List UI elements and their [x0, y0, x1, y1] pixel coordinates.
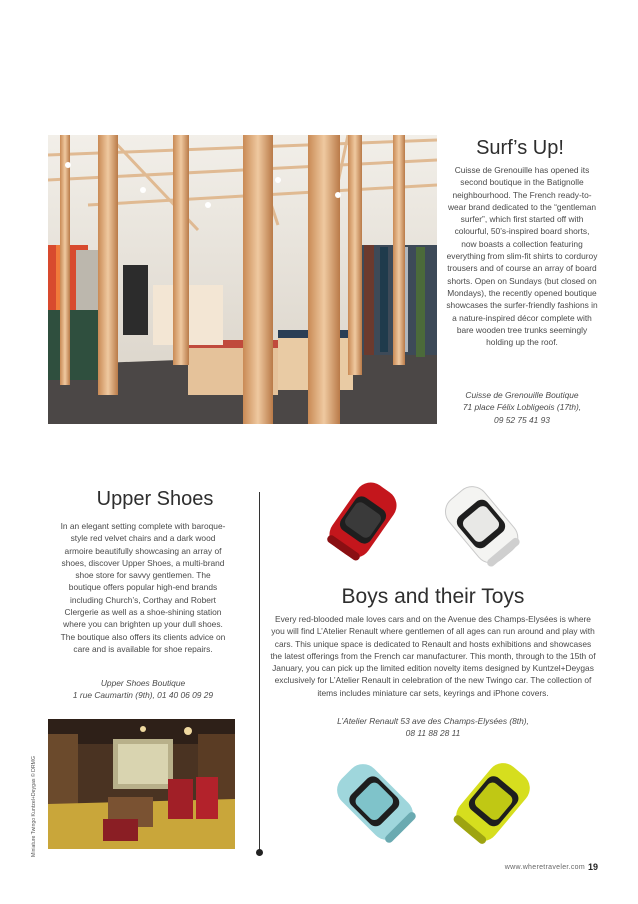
column-divider — [259, 492, 260, 852]
page-number: 19 — [588, 862, 599, 872]
boys-toys-address — [268, 715, 598, 740]
surf-address-line: 71 place Félix Lobligeois (17th), — [462, 402, 582, 413]
upper-shoes-address — [60, 677, 226, 702]
upper-address-line: 1 rue Caumartin (9th), 01 40 06 09 29 — [72, 690, 214, 701]
white-twingo-toy — [430, 476, 532, 572]
boys-toys-title: Boys and their Toys — [341, 585, 525, 608]
surf-body: Cuisse de Grenouille has opened its second boutique in the Batignolle neighbourhood. The French ready-to-wear brand dedicated to the “gentleman surfer”, which first started off with colourful, 50’s-inspired board shorts, now boasts a collection featuring everything from slim-fit shirts to corduroy trousers and of course an array of board shorts. Open on Sundays (but closed on Mondays), the recently opened boutique showcases the surfer-friendly fashions in a nature-inspired décor complete with bare wooden tree trunks seemingly holding up the roof. — [446, 165, 598, 348]
upper-shoes-photo — [48, 719, 235, 849]
red-twingo-toy — [315, 472, 411, 568]
surf-boutique-photo — [48, 135, 437, 424]
surf-address-line: 09 52 75 41 93 — [494, 414, 550, 425]
divider-end-dot — [256, 849, 263, 856]
surf-address-line: Cuisse de Grenouille Boutique — [465, 390, 579, 400]
boys-toys-body: Every red-blooded male loves cars and on the Avenue des Champs-Elysées is where you will find L’Atelier Renault where gentlemen of all ages can run around and play with cars. This unique space is dedicated to Renault and hosts exhibitions and showcases the latest offerings from the French car manufacturer. This month, through to the 15th of January, you can pick up the limited edition novelty items designed by Kuntzel+Deygas exclusively for L’Atelier Renault in celebration of the new Twingo car. The collection of items includes miniature car sets, keyrings and iPhone covers. — [270, 614, 596, 698]
surf-address — [446, 389, 598, 426]
yellow-twingo-toy — [443, 752, 543, 852]
blue-twingo-toy — [325, 752, 425, 852]
upper-shoes-body: In an elegant setting complete with baroque-style red velvet chairs and a dark wood armoire beautifully showcasing an array of shoes, discover Upper Shoes, a multi-brand shoe store for savvy gentlemen. The boutique offers popular high-end brands including Church’s, Corthay and Robert Clergerie as well as a shoe-shining station where you can brighten up your dull shoes. The boutique also offers its clients advice on care and is available for shoe repairs. — [60, 521, 226, 654]
footer-website: www.wheretraveler.com — [504, 864, 585, 871]
surf-title: Surf’s Up! — [476, 137, 564, 159]
boys-address-line: L’Atelier Renault 53 ave des Champs-Elysées (8th), — [337, 716, 529, 726]
upper-shoes-title: Upper Shoes — [96, 488, 214, 510]
upper-address-line: Upper Shoes Boutique — [100, 678, 186, 688]
photo-credit: Miniature Twingo Kuntzel+Deygas © DRMG — [31, 755, 37, 857]
boys-address-line: 08 11 88 28 11 — [405, 728, 461, 739]
